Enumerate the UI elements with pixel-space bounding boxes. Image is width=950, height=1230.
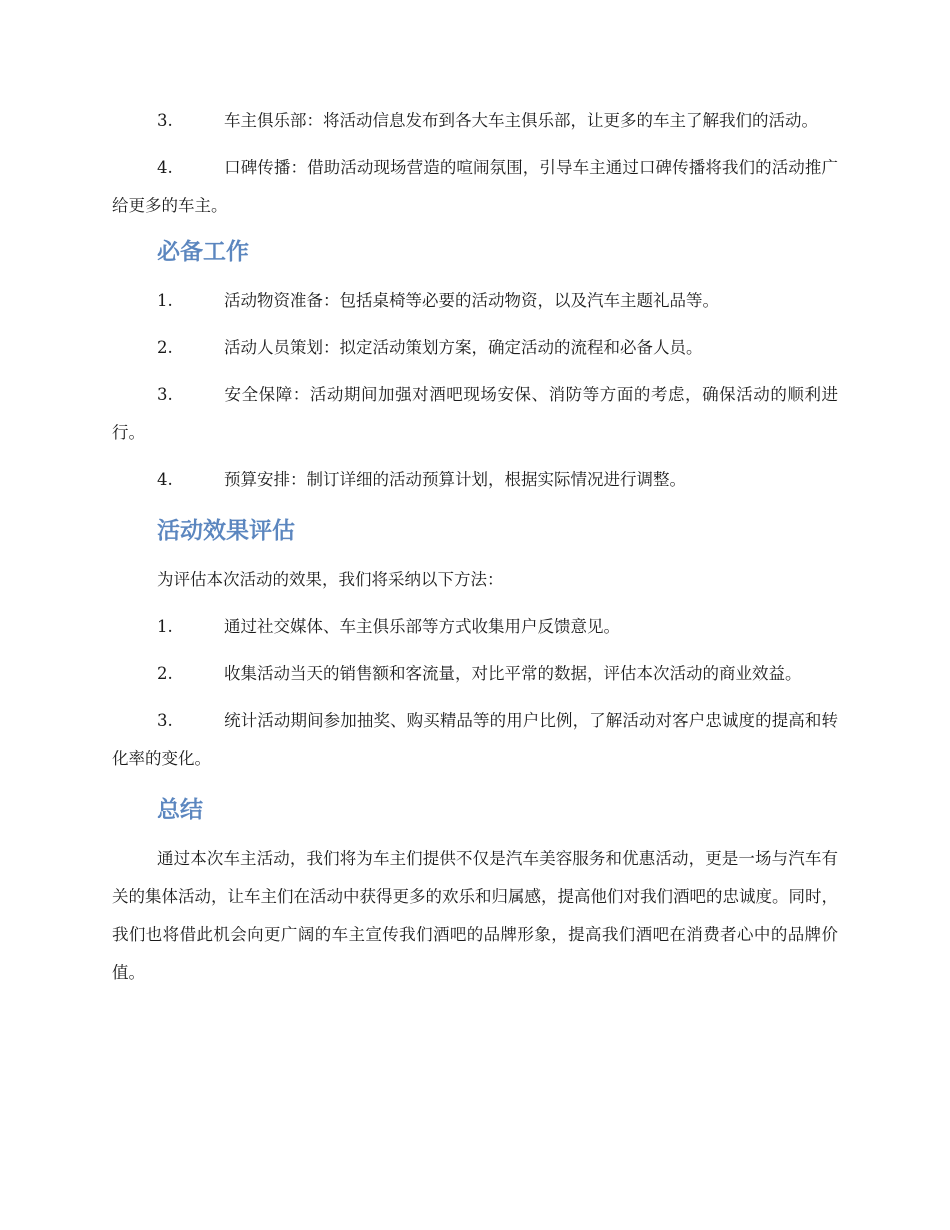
list-item — [112, 282, 838, 320]
list-number: 3. — [157, 111, 173, 130]
section-heading: 活动效果评估 — [157, 518, 295, 544]
list-item — [112, 655, 838, 693]
list-text: 口碑传播：借助活动现场营造的喧闹氛围，引导车主通过口碑传播将我们的活动推广给更多的车主。 — [112, 158, 838, 215]
list-number: 1. — [157, 617, 173, 636]
list-number: 4. — [157, 158, 173, 177]
list-text: 预算安排：制订详细的活动预算计划，根据实际情况进行调整。 — [224, 470, 686, 489]
document-body — [112, 102, 838, 1001]
paragraph: 通过本次车主活动，我们将为车主们提供不仅是汽车美容服务和优惠活动，更是一场与汽车有关的集体活动，让车主们在活动中获得更多的欢乐和归属感，提高他们对我们酒吧的忠诚度。同时，我们也将借此机会向更广阔的车主宣传我们酒吧的品牌形象，提高我们酒吧在消费者心中的品牌价值。 — [112, 849, 838, 982]
list-number: 1. — [157, 291, 173, 310]
list-item — [112, 461, 838, 499]
list-text: 安全保障：活动期间加强对酒吧现场安保、消防等方面的考虑，确保活动的顺利进行。 — [112, 385, 838, 442]
list-item — [112, 702, 838, 778]
list-item — [112, 102, 838, 140]
list-number: 2. — [157, 338, 173, 357]
list-text: 收集活动当天的销售额和客流量，对比平常的数据，评估本次活动的商业效益。 — [224, 664, 802, 683]
list-item — [112, 376, 838, 452]
list-number: 2. — [157, 664, 173, 683]
list-text: 车主俱乐部：将活动信息发布到各大车主俱乐部，让更多的车主了解我们的活动。 — [224, 111, 818, 130]
list-number: 4. — [157, 470, 173, 489]
paragraph: 为评估本次活动的效果，我们将采纳以下方法： — [157, 570, 504, 589]
list-item — [112, 329, 838, 367]
section-heading: 必备工作 — [157, 239, 249, 265]
list-text: 统计活动期间参加抽奖、购买精品等的用户比例，了解活动对客户忠诚度的提高和转化率的变化。 — [112, 711, 838, 768]
list-item — [112, 608, 838, 646]
section-heading: 总结 — [157, 797, 203, 823]
list-text: 活动人员策划：拟定活动策划方案，确定活动的流程和必备人员。 — [224, 338, 703, 357]
list-item — [112, 149, 838, 225]
list-number: 3. — [157, 711, 173, 730]
list-text: 通过社交媒体、车主俱乐部等方式收集用户反馈意见。 — [224, 617, 620, 636]
list-number: 3. — [157, 385, 173, 404]
list-text: 活动物资准备：包括桌椅等必要的活动物资，以及汽车主题礼品等。 — [224, 291, 719, 310]
